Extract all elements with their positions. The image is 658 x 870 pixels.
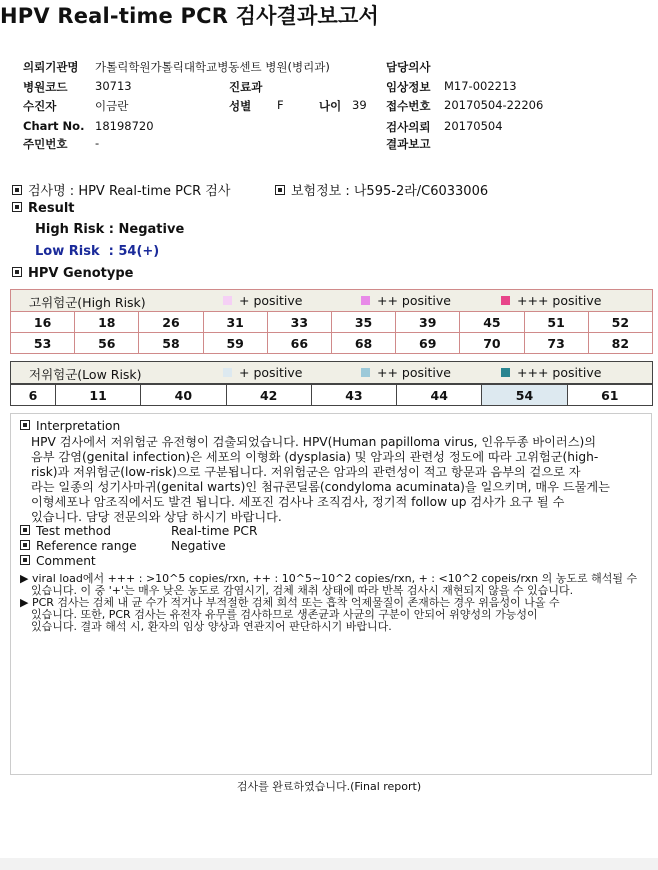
comment-heading-line <box>20 554 96 568</box>
header-value: 18198720 <box>95 119 154 133</box>
legend-label: ++ positive <box>377 293 451 308</box>
bullet-box-icon <box>12 202 22 212</box>
high-risk-header <box>10 289 653 312</box>
comment-text: ▶ PCR 검사는 검체 내 균 수가 적거나 부적절한 검체 희석 또는 흡착 억제물질이 존재하는 경우 위음성이 나올 수 <box>20 596 560 609</box>
legend-label: +++ positive <box>517 293 602 308</box>
header-label: 담당의사 <box>386 60 431 74</box>
genotype-heading: HPV Genotype <box>28 266 134 281</box>
interpretation-text: 음부 감염(genital infection)은 세포의 이형화 (dysplasia) 및 암과의 관련성 정도에 따라 고위험군(high- <box>31 450 599 464</box>
genotype-cell: 73 <box>524 333 588 354</box>
genotype-cell: 40 <box>141 385 226 406</box>
legend-swatch-icon <box>361 368 370 377</box>
header-value: - <box>95 136 100 150</box>
bullet-box-icon <box>12 267 22 277</box>
genotype-cell: 59 <box>203 333 267 354</box>
genotype-cell: 61 <box>567 385 652 406</box>
header-label: 의뢰기관명 <box>23 60 79 74</box>
test-method-label: Test method <box>36 524 111 538</box>
comment-heading: Comment <box>36 554 96 568</box>
result-heading-line <box>12 201 75 216</box>
high-risk-result: High Risk : Negative <box>35 222 185 237</box>
comment-text: 있습니다. 결과 해석 시, 환자의 임상 양상과 연관지어 판단하시기 바랍니다. <box>31 620 392 633</box>
low-risk-header <box>10 361 653 384</box>
comment-text: 있습니다. 또한, PCR 검사는 유전자 유무를 검사하므로 생존균과 사균의 구분이 안되어 위양성의 가능성이 <box>31 608 538 621</box>
genotype-cell: 58 <box>139 333 203 354</box>
genotype-cell-positive: 54 <box>482 385 567 406</box>
bullet-box-icon <box>275 185 285 195</box>
legend-swatch-icon <box>361 296 370 305</box>
genotype-cell: 53 <box>11 333 75 354</box>
test-method-line <box>20 524 111 538</box>
sex-label: 성별 <box>229 99 252 113</box>
comment-text: 있습니다. 이 중 '+'는 매우 낮은 농도로 감염시기, 검체 채취 상태에 따라 반복 검사시 재현되지 않을 수 있습니다. <box>31 584 574 597</box>
header-label: 접수번호 <box>386 99 431 113</box>
interpretation-text: 라는 일종의 성기사마귀(genital warts)인 첨규콘딜롬(condyloma acuminata)을 일으키며, 매우 드물게는 <box>31 480 610 494</box>
interpretation-text: 있습니다. 담당 전문의와 상담 하시기 바랍니다. <box>31 510 282 524</box>
table-row <box>11 312 653 333</box>
test-name: 검사명 : HPV Real-time PCR 검사 <box>28 184 231 199</box>
legend-item <box>361 365 451 380</box>
low-risk-title: 저위험군(Low Risk) <box>29 367 142 382</box>
genotype-cell: 68 <box>331 333 395 354</box>
header-value: 이금란 <box>95 99 129 113</box>
genotype-cell: 45 <box>460 312 524 333</box>
age-label: 나이 <box>319 99 342 113</box>
header-label: 검사의뢰 <box>386 120 431 134</box>
interpretation-text: HPV 검사에서 저위험군 유전형이 검출되었습니다. HPV(Human papilloma virus, 인유두종 바이러스)의 <box>31 435 597 449</box>
report-title: HPV Real-time PCR 검사결과보고서 <box>0 4 379 28</box>
bullet-box-icon <box>20 525 30 535</box>
genotype-cell: 42 <box>226 385 311 406</box>
header-label: 주민번호 <box>23 137 68 151</box>
interpretation-box <box>10 413 652 775</box>
legend-item <box>223 293 302 308</box>
table-row <box>11 385 653 406</box>
result-heading: Result <box>28 201 75 216</box>
genotype-cell: 43 <box>311 385 396 406</box>
test-name-line <box>12 180 230 199</box>
genotype-cell: 69 <box>396 333 460 354</box>
genotype-cell: 44 <box>397 385 482 406</box>
header-value: 30713 <box>95 79 132 93</box>
header-label: 임상정보 <box>386 80 431 94</box>
genotype-cell: 39 <box>396 312 460 333</box>
genotype-cell: 52 <box>588 312 652 333</box>
genotype-cell: 26 <box>139 312 203 333</box>
genotype-cell: 33 <box>267 312 331 333</box>
header-value: 20170504-22206 <box>444 98 544 112</box>
interpretation-heading-line <box>20 419 120 433</box>
reference-range-line <box>20 539 137 553</box>
header-value: 가톨릭학원가톨릭대학교병동센트 병원(병리과) <box>95 60 330 74</box>
legend-item <box>223 365 302 380</box>
age-value: 39 <box>352 98 367 112</box>
genotype-cell: 66 <box>267 333 331 354</box>
sex-value: F <box>277 98 284 112</box>
genotype-cell: 6 <box>11 385 56 406</box>
legend-label: +++ positive <box>517 365 602 380</box>
legend-swatch-icon <box>501 368 510 377</box>
table-row <box>11 333 653 354</box>
high-risk-table <box>10 311 653 354</box>
legend-swatch-icon <box>223 296 232 305</box>
low-risk-result: Low Risk : 54(+) <box>35 244 160 259</box>
genotype-cell: 18 <box>75 312 139 333</box>
legend-label: + positive <box>239 293 303 308</box>
bullet-box-icon <box>20 555 30 565</box>
bullet-box-icon <box>20 420 30 430</box>
high-risk-title: 고위험군(High Risk) <box>29 295 146 310</box>
reference-range-value: Negative <box>171 539 226 553</box>
genotype-cell: 35 <box>331 312 395 333</box>
legend-label: + positive <box>239 365 303 380</box>
genotype-cell: 16 <box>11 312 75 333</box>
interpretation-heading: Interpretation <box>36 419 121 433</box>
header-value: 20170504 <box>444 119 503 133</box>
genotype-heading-line <box>12 266 133 281</box>
test-method-value: Real-time PCR <box>171 524 258 538</box>
insurance-line <box>275 180 488 199</box>
reference-range-label: Reference range <box>36 539 137 553</box>
legend-item <box>501 293 601 308</box>
legend-label: ++ positive <box>377 365 451 380</box>
genotype-cell: 70 <box>460 333 524 354</box>
legend-item <box>361 293 451 308</box>
genotype-cell: 31 <box>203 312 267 333</box>
low-risk-table <box>10 384 653 406</box>
header-label: Chart No. <box>23 119 85 133</box>
header-label: 병원코드 <box>23 80 68 94</box>
interpretation-text: risk)과 저위험군(low-risk)으로 구분됩니다. 저위험군은 암과의 관련성이 적고 항문과 음부의 겉으로 자 <box>31 465 581 479</box>
final-report-note: 검사를 완료하였습니다.(Final report) <box>236 780 422 793</box>
header-value: M17-002213 <box>444 79 517 93</box>
dept-label: 진료과 <box>229 80 263 94</box>
bottom-bar <box>0 858 658 870</box>
genotype-cell: 11 <box>55 385 140 406</box>
legend-swatch-icon <box>223 368 232 377</box>
comment-text: ▶ viral load에서 +++ : >10^5 copies/rxn, ++ : 10^5~10^2 copies/rxn, + : <10^2 copeis/rxn 의 농도로 해석될 수 <box>20 572 638 585</box>
insurance-info: 보험정보 : 나595-2라/C6033006 <box>291 184 489 199</box>
genotype-cell: 82 <box>588 333 652 354</box>
bullet-box-icon <box>12 185 22 195</box>
legend-swatch-icon <box>501 296 510 305</box>
bullet-box-icon <box>20 540 30 550</box>
header-label: 수진자 <box>23 99 57 113</box>
header-label: 결과보고 <box>386 137 431 151</box>
genotype-cell: 56 <box>75 333 139 354</box>
interpretation-text: 이형세포나 암조직에서도 발견 됩니다. 세포진 검사나 조직검사, 정기적 follow up 검사가 요구 될 수 <box>31 495 565 509</box>
legend-item <box>501 365 601 380</box>
genotype-cell: 51 <box>524 312 588 333</box>
